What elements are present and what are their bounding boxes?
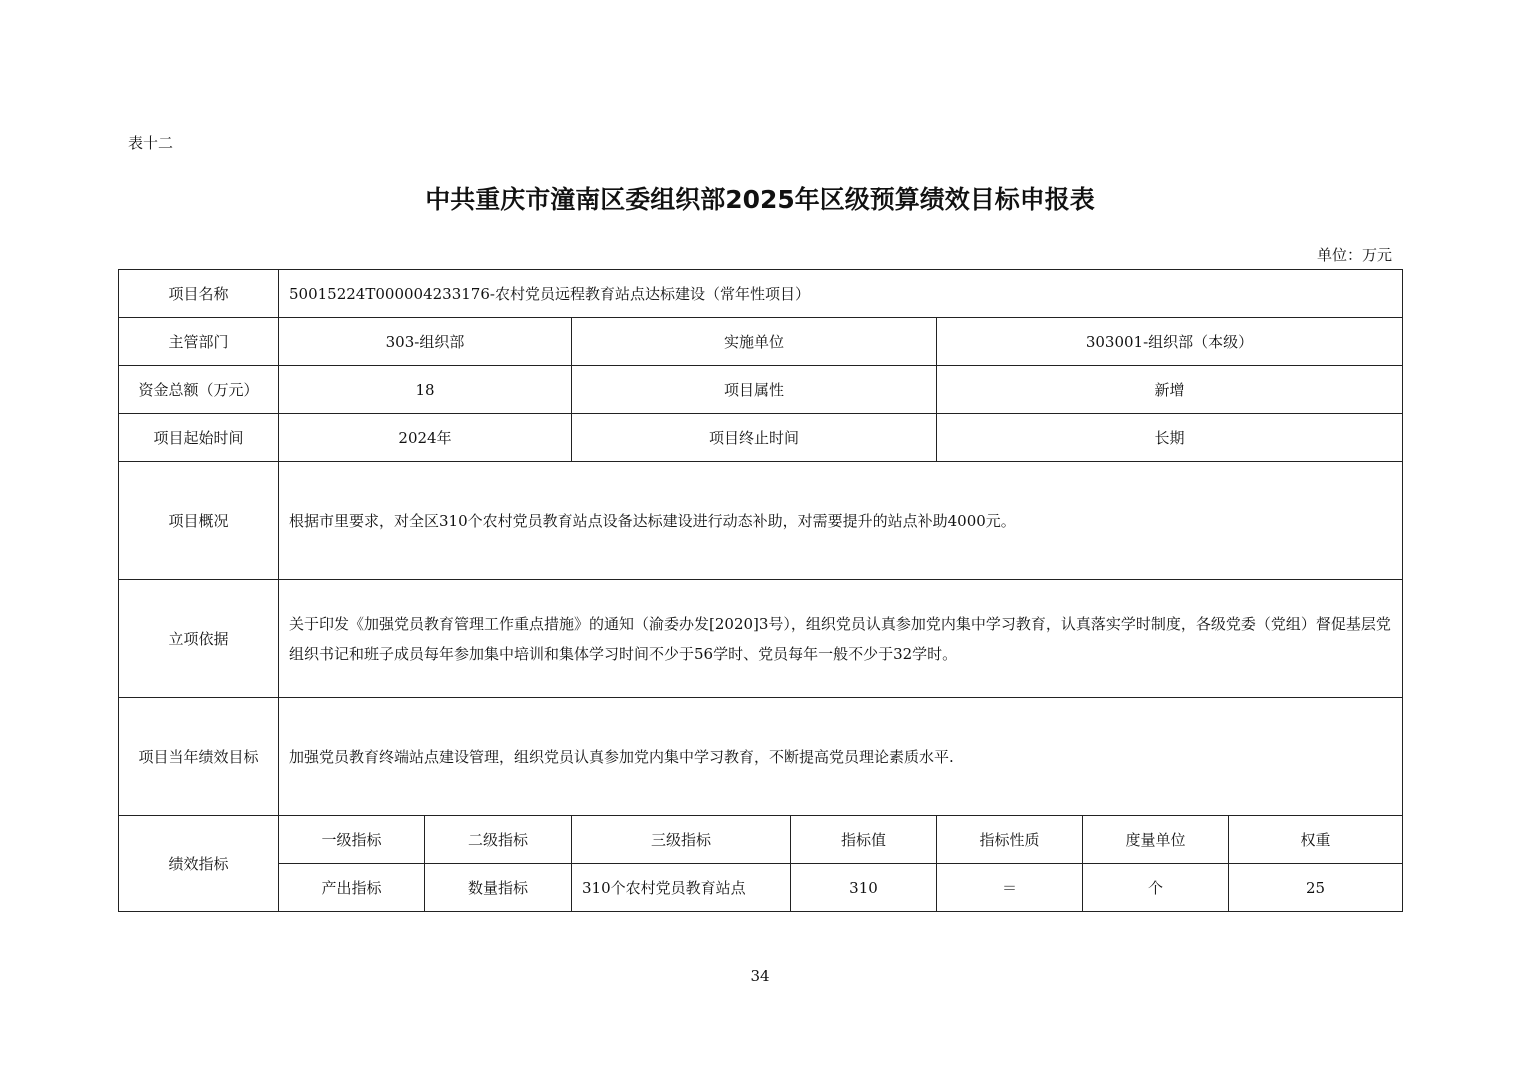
project-attribute-label: 项目属性 <box>572 366 937 414</box>
indicator-unit: 个 <box>1083 864 1229 912</box>
implementing-unit-value: 303001-组织部（本级） <box>937 318 1403 366</box>
overview-label: 项目概况 <box>119 462 279 580</box>
table-row <box>119 414 1403 462</box>
budget-table <box>118 269 1403 912</box>
overview-value: 根据市里要求，对全区310个农村党员教育站点设备达标建设进行动态补助，对需要提升的站点补助4000元。 <box>279 462 1403 580</box>
indicator-header-level1: 一级指标 <box>279 816 425 864</box>
table-row <box>119 864 1403 912</box>
start-time-label: 项目起始时间 <box>119 414 279 462</box>
page-number: 34 <box>750 967 770 985</box>
end-time-value: 长期 <box>937 414 1403 462</box>
table-row <box>119 698 1403 816</box>
indicator-value: 310 <box>791 864 937 912</box>
department-value: 303-组织部 <box>279 318 572 366</box>
indicators-label: 绩效指标 <box>119 816 279 912</box>
indicator-weight: 25 <box>1229 864 1403 912</box>
indicator-level2: 数量指标 <box>425 864 572 912</box>
total-funds-label: 资金总额（万元） <box>119 366 279 414</box>
goal-label: 项目当年绩效目标 <box>119 698 279 816</box>
table-row <box>119 816 1403 864</box>
basis-value: 关于印发《加强党员教育管理工作重点措施》的通知（渝委办发[2020]3号），组织党员认真参加党内集中学习教育，认真落实学时制度，各级党委（党组）督促基层党组织书记和班子成员每年参加集中培训和集体学习时间不少于56学时、党员每年一般不少于32学时。 <box>279 580 1403 698</box>
indicator-header-level2: 二级指标 <box>425 816 572 864</box>
start-time-value: 2024年 <box>279 414 572 462</box>
implementing-unit-label: 实施单位 <box>572 318 937 366</box>
project-attribute-value: 新增 <box>937 366 1403 414</box>
department-label: 主管部门 <box>119 318 279 366</box>
table-row <box>119 580 1403 698</box>
project-name-label: 项目名称 <box>119 270 279 318</box>
indicator-header-level3: 三级指标 <box>572 816 791 864</box>
table-row <box>119 462 1403 580</box>
unit-label: 单位：万元 <box>1316 246 1392 264</box>
goal-value: 加强党员教育终端站点建设管理，组织党员认真参加党内集中学习教育，不断提高党员理论素质水平. <box>279 698 1403 816</box>
indicator-header-value: 指标值 <box>791 816 937 864</box>
page-title: 中共重庆市潼南区委组织部2025年区级预算绩效目标申报表 <box>425 185 1095 214</box>
indicator-level3: 310个农村党员教育站点 <box>572 864 791 912</box>
project-name-value: 50015224T000004233176-农村党员远程教育站点达标建设（常年性项目） <box>279 270 1403 318</box>
table-row <box>119 270 1403 318</box>
indicator-header-weight: 权重 <box>1229 816 1403 864</box>
table-row <box>119 318 1403 366</box>
total-funds-value: 18 <box>279 366 572 414</box>
indicator-header-nature: 指标性质 <box>937 816 1083 864</box>
indicator-level1: 产出指标 <box>279 864 425 912</box>
table-row <box>119 366 1403 414</box>
indicator-nature: ＝ <box>937 864 1083 912</box>
end-time-label: 项目终止时间 <box>572 414 937 462</box>
table-label: 表十二 <box>128 134 174 152</box>
indicator-header-unit: 度量单位 <box>1083 816 1229 864</box>
basis-label: 立项依据 <box>119 580 279 698</box>
